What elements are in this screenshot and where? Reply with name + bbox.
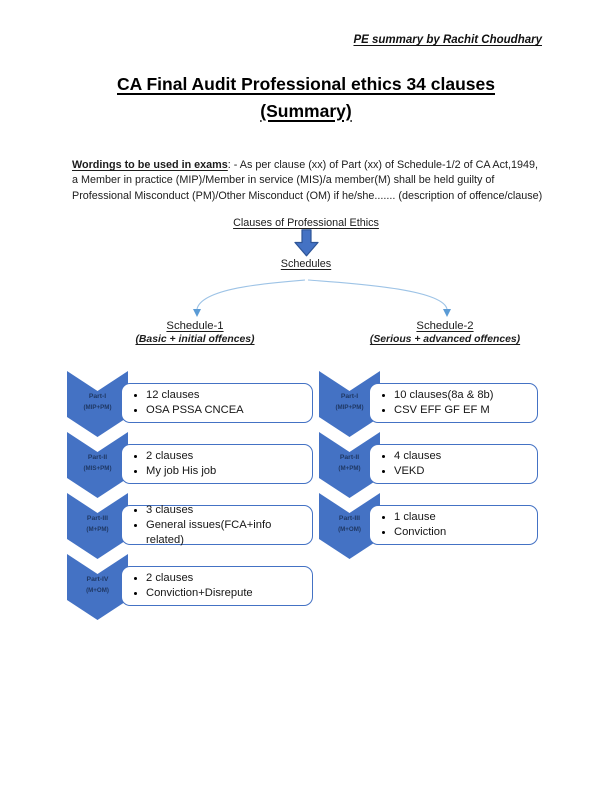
clause-line: • 3 clauses bbox=[146, 503, 308, 518]
chevron-label bbox=[67, 453, 128, 473]
down-arrow-icon bbox=[291, 229, 322, 257]
branch-arrowhead-icon bbox=[443, 309, 451, 317]
clause-line: • General issues(FCA+info related) bbox=[146, 518, 308, 548]
clause-line: • 1 clause bbox=[394, 510, 446, 525]
clause-box-left-2 bbox=[121, 444, 313, 484]
credit-line: PE summary by Rachit Choudhary bbox=[353, 34, 542, 46]
schedule-1-label: Schedule-1 bbox=[166, 320, 224, 332]
clause-box-right-2 bbox=[369, 444, 538, 484]
flow-root-label-text: Clauses of Professional Ethics bbox=[233, 217, 379, 229]
clause-line: • VEKD bbox=[394, 464, 441, 479]
clause-list bbox=[122, 503, 312, 548]
wordings-lead: Wordings to be used in exams bbox=[72, 159, 228, 171]
part-tag: (M+PM) bbox=[338, 465, 361, 472]
part-name: Part-I bbox=[88, 393, 107, 400]
clause-box-left-1 bbox=[121, 383, 313, 423]
clause-line: • 4 clauses bbox=[394, 449, 441, 464]
clause-box-right-3 bbox=[369, 505, 538, 545]
schedules-label-text: Schedules bbox=[280, 258, 332, 270]
page-title-text: CA Final Audit Professional ethics 34 clauses bbox=[117, 74, 495, 94]
schedule-2-block bbox=[360, 320, 530, 345]
branch-arrowhead-icon bbox=[193, 309, 201, 317]
part-tag: (M+OM) bbox=[338, 526, 361, 533]
clause-line: • 2 clauses bbox=[146, 571, 253, 586]
clause-line: • 10 clauses(8a & 8b) bbox=[394, 388, 494, 403]
chevron-part-3-left bbox=[67, 493, 128, 559]
clause-line: • Conviction+Disrepute bbox=[146, 586, 253, 601]
page-subtitle bbox=[0, 101, 612, 122]
part-tag: (MIP+PM) bbox=[335, 404, 364, 411]
clause-list bbox=[122, 388, 248, 418]
chevron-label bbox=[67, 514, 128, 534]
part-tag: (MIS+PM) bbox=[83, 465, 112, 472]
wordings-paragraph bbox=[72, 158, 546, 204]
part-name: Part-III bbox=[86, 515, 109, 522]
wordings-body: : - As per clause (xx) of Part (xx) of Schedule-1/2 of CA Act,1949, a Member in practice (MIP)/Member in service (MIS)/a member(M) shall be held guilty of Professional Misconduct (PM)/Other Misconduct (OM) if he/she....... (description of offence/clause) bbox=[72, 159, 543, 202]
part-name: Part-II bbox=[339, 454, 360, 461]
page-title bbox=[0, 74, 612, 95]
schedule-1-block bbox=[110, 320, 280, 345]
chevron-part-1-left bbox=[67, 371, 128, 437]
part-name: Part-III bbox=[338, 515, 361, 522]
clause-list bbox=[122, 571, 257, 601]
chevron-label bbox=[67, 575, 128, 595]
clause-line: • My job His job bbox=[146, 464, 216, 479]
schedule-1-sublabel: (Basic + initial offences) bbox=[135, 334, 255, 345]
schedules-label bbox=[0, 258, 612, 270]
flow-root-label bbox=[0, 217, 612, 229]
clause-list bbox=[370, 449, 445, 479]
part-name: Part-I bbox=[340, 393, 359, 400]
clause-box-right-1 bbox=[369, 383, 538, 423]
part-tag: (M+OM) bbox=[86, 587, 109, 594]
chevron-part-4-left bbox=[67, 554, 128, 620]
clause-list bbox=[370, 388, 498, 418]
clause-list bbox=[122, 449, 220, 479]
clause-list bbox=[370, 510, 450, 540]
clause-box-left-3 bbox=[121, 505, 313, 545]
chevron-part-2-left bbox=[67, 432, 128, 498]
schedule-2-sublabel: (Serious + advanced offences) bbox=[369, 334, 521, 345]
chevron-label bbox=[67, 392, 128, 412]
clause-box-left-4 bbox=[121, 566, 313, 606]
clause-line: • OSA PSSA CNCEA bbox=[146, 403, 244, 418]
part-tag: (MIP+PM) bbox=[83, 404, 112, 411]
page-subtitle-text: (Summary) bbox=[260, 101, 352, 121]
part-tag: (M+PM) bbox=[86, 526, 109, 533]
clause-line: • Conviction bbox=[394, 525, 446, 540]
branch-connector-lines bbox=[140, 274, 470, 322]
part-name: Part-II bbox=[87, 454, 108, 461]
part-name: Part-IV bbox=[86, 576, 109, 583]
clause-line: • 2 clauses bbox=[146, 449, 216, 464]
clause-line: • CSV EFF GF EF M bbox=[394, 403, 494, 418]
schedule-2-label: Schedule-2 bbox=[416, 320, 474, 332]
clause-line: • 12 clauses bbox=[146, 388, 244, 403]
